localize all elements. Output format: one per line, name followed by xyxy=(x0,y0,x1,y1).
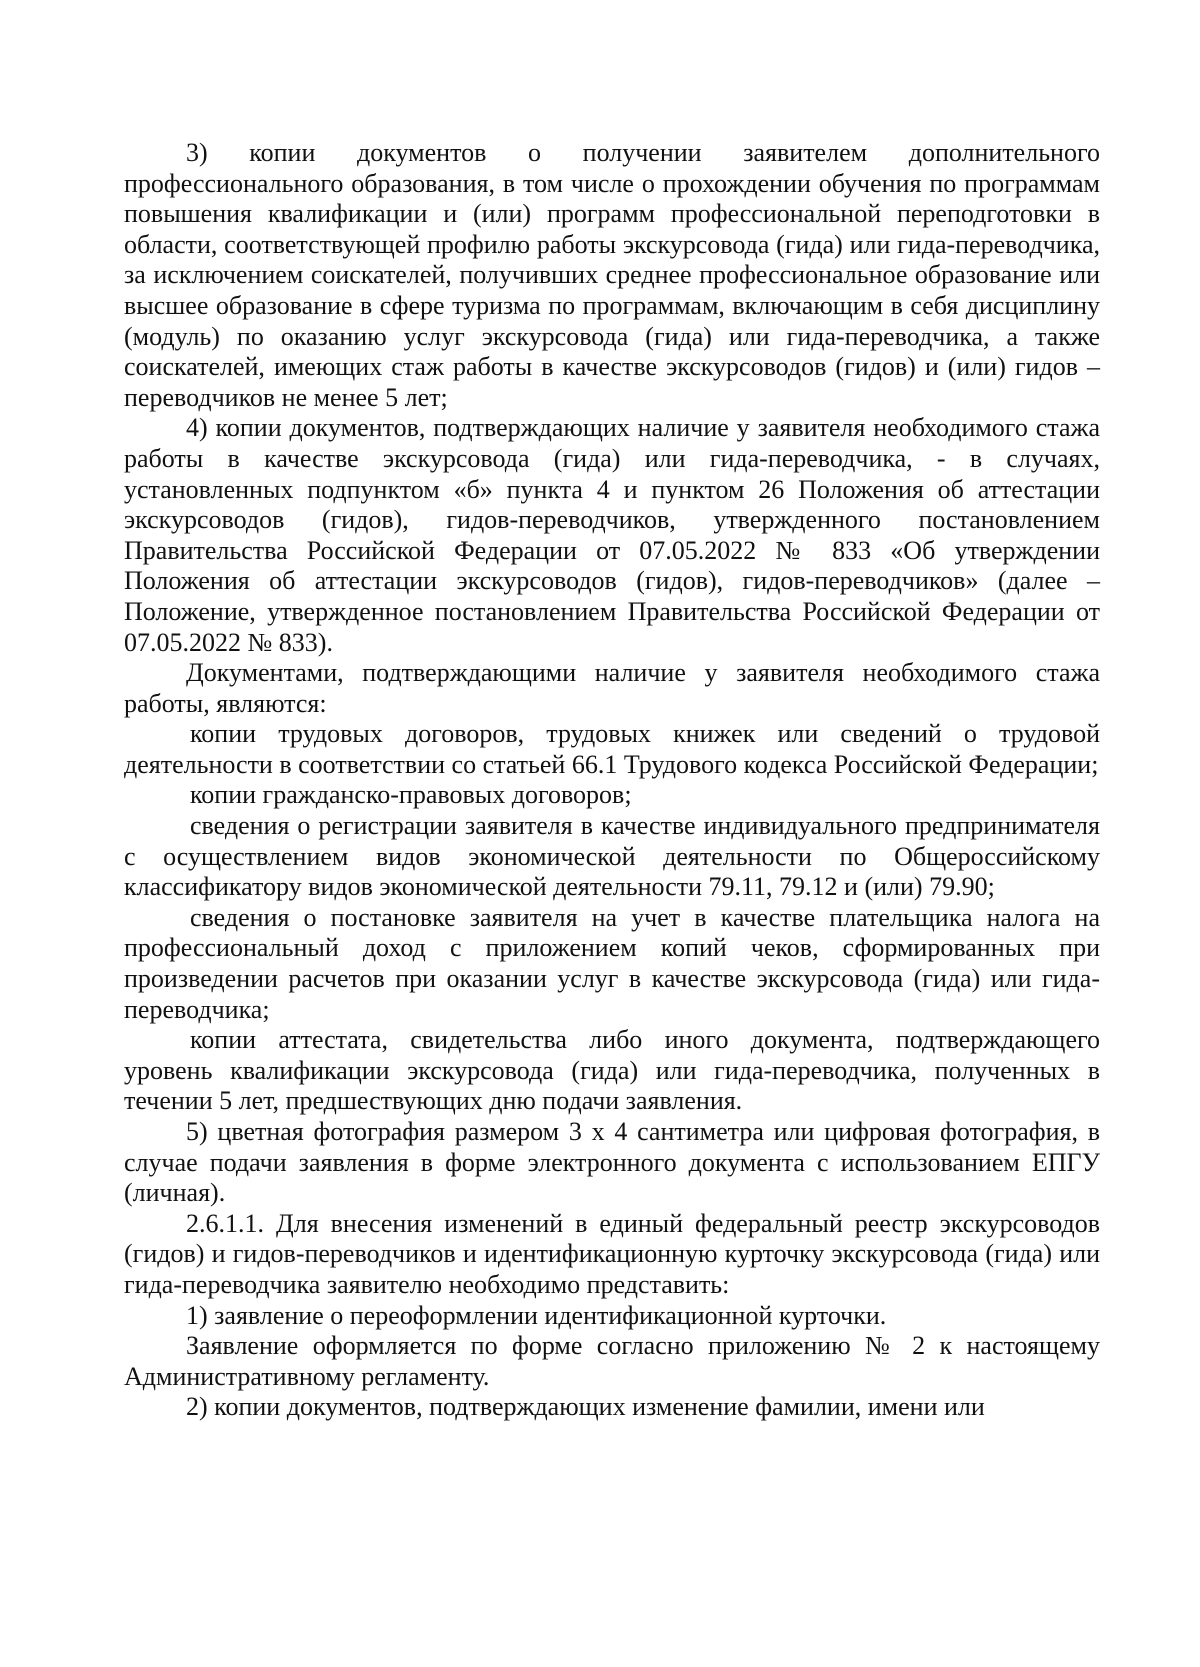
paragraph-item-1: 1) заявление о переоформлении идентификационной курточки. xyxy=(186,1300,887,1330)
paragraph-labor-contracts: копии трудовых договоров, трудовых книжек или сведений о трудовой деятельности в соответствии со статьей 66.1 Трудового кодекса Российской Федерации; xyxy=(124,719,1100,779)
paragraph-item-5: 5) цветная фотография размером 3 x 4 сантиметра или цифровая фотография, в случае подачи заявления в форме электронного документа с использованием ЕПГУ (личная). xyxy=(124,1117,1100,1208)
paragraph-tax-registration: сведения о постановке заявителя на учет в качестве плательщика налога на профессиональный доход с приложением копий чеков, сформированных при произведении расчетов при оказании услуг в качестве экскурсовода (гида) или гида-переводчика; xyxy=(124,902,1100,1024)
paragraph-civil-contracts: копии гражданско-правовых договоров; xyxy=(190,780,632,810)
document-body xyxy=(124,138,1100,1423)
paragraph-section-2-6-1-1: 2.6.1.1. Для внесения изменений в единый федеральный реестр экскурсоводов (гидов) и гидов-переводчиков и идентификационную курточку экскурсовода (гида) или гида-переводчика заявителю необходимо представить: xyxy=(124,1208,1100,1299)
paragraph-application-form: Заявление оформляется по форме согласно приложению № 2 к настоящему Административному регламенту. xyxy=(124,1331,1100,1391)
paragraph-entrepreneur-registration: сведения о регистрации заявителя в качестве индивидуального предпринимателя с осуществлением видов экономической деятельности по Общероссийскому классификатору видов экономической деятельности 79.11, 79.12 и (или) 79.90; xyxy=(124,811,1100,902)
paragraph-item-4: 4) копии документов, подтверждающих наличие у заявителя необходимого стажа работы в качестве экскурсовода (гида) или гида-переводчика, - в случаях, установленных подпунктом «б» пункта 4 и пунктом 26 Положения об аттестации экскурсоводов (гидов), гидов-переводчиков, утвержденного постановлением Правительства Российской Федерации от 07.05.2022 № 833 «Об утверждении Положения об аттестации экскурсоводов (гидов), гидов-переводчиков» (далее – Положение, утвержденное постановлением Правительства Российской Федерации от 07.05.2022 № 833). xyxy=(124,413,1100,657)
paragraph-item-2: 2) копии документов, подтверждающих изменение фамилии, имени или xyxy=(186,1392,985,1422)
paragraph-experience-documents: Документами, подтверждающими наличие у заявителя необходимого стажа работы, являются: xyxy=(124,658,1100,718)
paragraph-item-3: 3) копии документов о получении заявителем дополнительного профессионального образования, в том числе о прохождении обучения по программам повышения квалификации и (или) программ профессиональной переподготовки в области, соответствующей профилю работы экскурсовода (гида) или гида-переводчика, за исключением соискателей, получивших среднее профессиональное образование или высшее образование в сфере туризма по программам, включающим в себя дисциплину (модуль) по оказанию услуг экскурсовода (гида) или гида-переводчика, а также соискателей, имеющих стаж работы в качестве экскурсоводов (гидов) и (или) гидов – переводчиков не менее 5 лет; xyxy=(124,138,1100,412)
paragraph-qualification-certificate: копии аттестата, свидетельства либо иного документа, подтверждающего уровень квалификации экскурсовода (гида) или гида-переводчика, полученных в течении 5 лет, предшествующих дню подачи заявления. xyxy=(124,1025,1100,1116)
